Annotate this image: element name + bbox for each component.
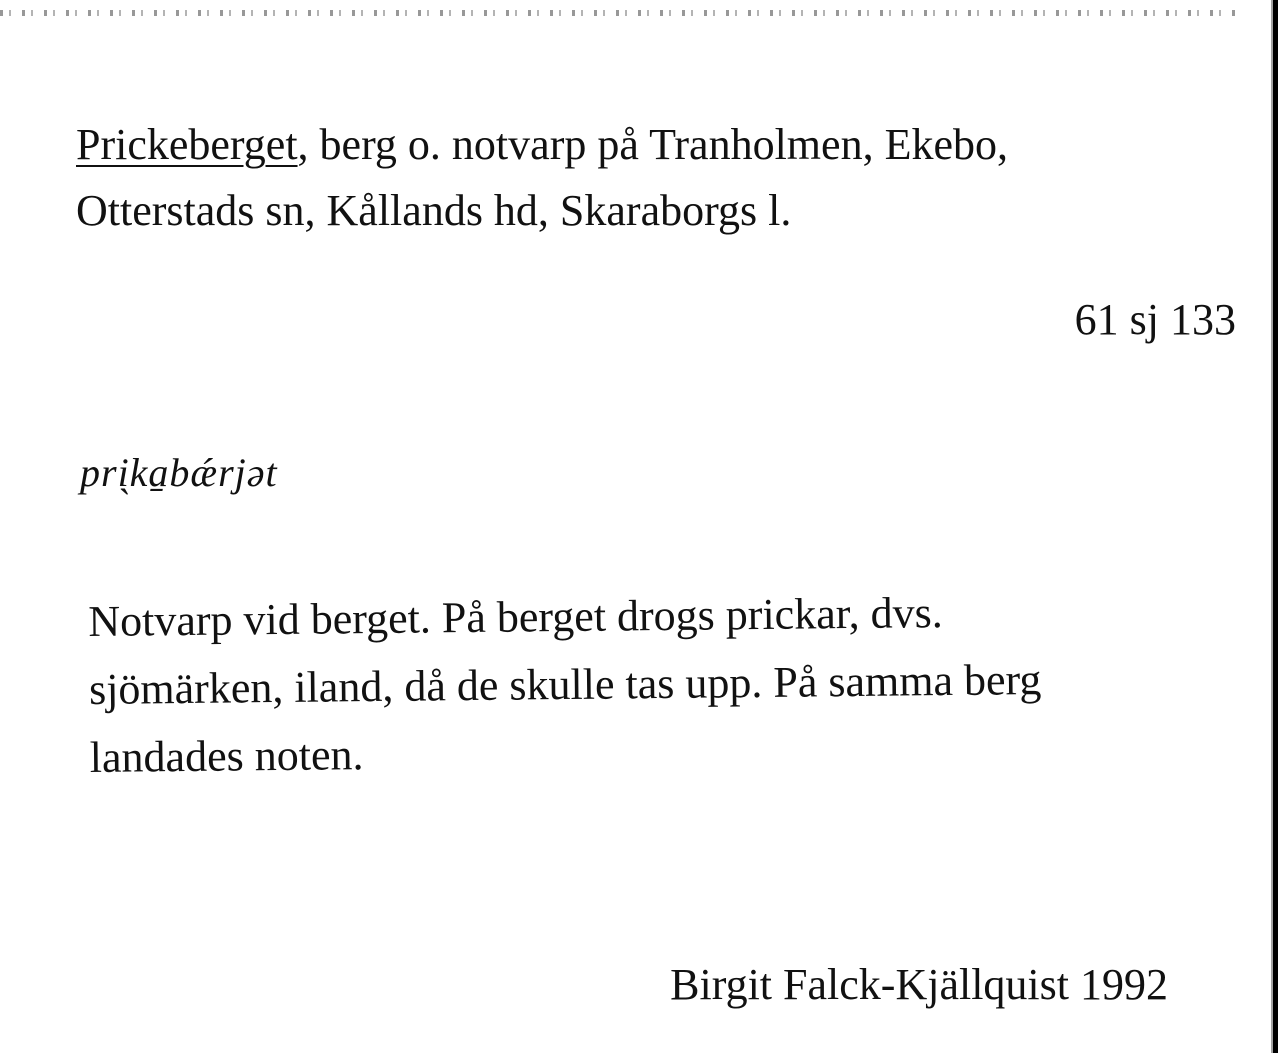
headline — [76, 112, 1008, 244]
scan-edge-right — [1273, 0, 1278, 1053]
description-line-1: Notvarp vid berget. På berget drogs prickar, dvs. — [88, 588, 943, 646]
place-name: Prickeberget — [76, 120, 298, 169]
headline-line-1-rest: , berg o. notvarp på Tranholmen, Ekebo, — [297, 120, 1008, 169]
signature: Birgit Falck-Kjällquist 1992 — [670, 960, 1168, 1009]
phonetic-transcription: pri̖ka̱bǽrjət — [80, 450, 278, 495]
headline-line-2: Otterstads sn, Kållands hd, Skaraborgs l. — [76, 186, 792, 235]
description — [88, 578, 1042, 792]
headline-line-1 — [76, 112, 1008, 178]
description-line-3: landades noten. — [89, 730, 364, 782]
scan-artifact-top — [0, 10, 1240, 16]
reference-code: 61 sj 133 — [1074, 295, 1236, 344]
description-line-2: sjömärken, iland, då de skulle tas upp. På samma berg — [88, 655, 1042, 714]
